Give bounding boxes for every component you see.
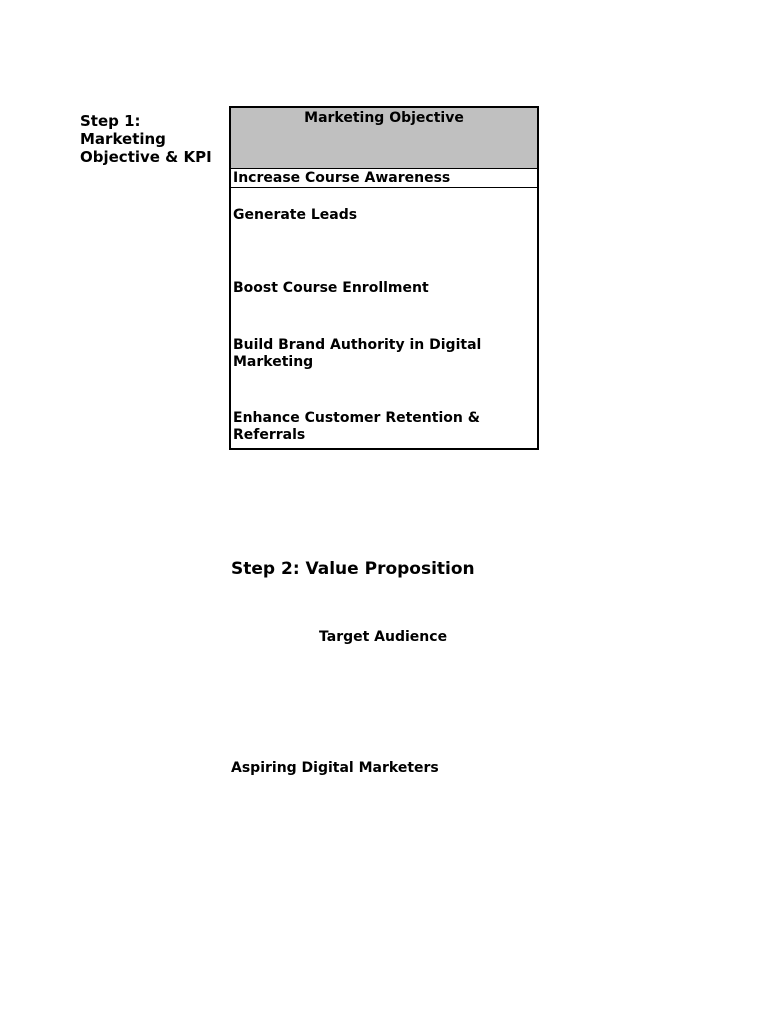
objective-row-3: Boost Course Enrollment: [233, 280, 429, 296]
objective-row-5: Enhance Customer Retention & Referrals: [233, 410, 480, 443]
step2-title: Step 2: Value Proposition: [231, 559, 475, 579]
marketing-objective-header: Marketing Objective: [231, 108, 537, 169]
objective-row-2: Generate Leads: [233, 207, 358, 223]
audience-item: Aspiring Digital Marketers: [231, 760, 439, 776]
marketing-objective-table: [229, 106, 539, 450]
target-audience-label: Target Audience: [319, 629, 448, 645]
objective-row-1: Increase Course Awareness: [231, 170, 537, 188]
objective-row-4: Build Brand Authority in Digital Marketing: [233, 337, 482, 370]
step1-label: Step 1: Marketing Objective & KPI: [80, 112, 212, 166]
